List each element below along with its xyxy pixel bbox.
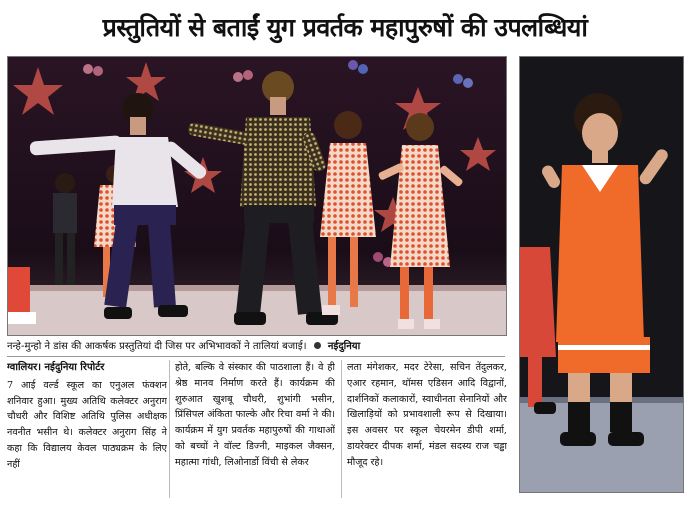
article-text-1: 7 आई वर्ल्ड स्कूल का एनुअल फंक्शन शनिवार हुआ। मुख्य अतिथि कलेक्टर अनुराग चौधरी और विशिष्ट अतिथि पुलिस अधीक्षक नवनीत भसीन थे। कलेक्टर अनुराग सिंह ने कहा कि विद्यालय केवल पाठ्यक्रम के लिए नहीं bbox=[7, 379, 167, 470]
article-text-3: लता मंगेशकर, मदर टेरेसा, सचिन तेंदुलकर, एआर रहमान, थॉमस एडिसन आदि विद्वानों, दार्शनिकों कलाकारों, स्वाधीनता सेनानियों और खिलाड़ियों को प्रभावशाली रूप से दिखाया। इस अवसर पर स्कूल चेयरमेन डीपी शर्मा, डायरेक्टर दीपक शर्मा, मंडल सदस्य राज चड्ढा मौजूद रहे। bbox=[347, 362, 507, 468]
caption-text: नन्हे-मुन्हो ने डांस की आकर्षक प्रस्तुतियां दी जिस पर अभिभावकों ने तालियां बजाई। bbox=[7, 341, 307, 352]
dateline: ग्वालियर। नईदुनिया रिपोर्टर bbox=[7, 362, 105, 373]
headline: प्रस्तुतियों से बताईं युग प्रवर्तक महापुरुषों की उपलब्धियां bbox=[102, 13, 588, 42]
column-divider bbox=[341, 360, 342, 498]
article-text-2: होते, बल्कि वे संस्कार की पाठशाला हैं। वे ही श्रेष्ठ मानव निर्माण करते हैं। कार्यक्रम की शुरुआत खुशबू चौधरी, शुभांगी भसीन, प्रिंसिपल अंकिता फाल्के और रिचा वर्मा ने की। कार्यक्रम में युग प्रवर्तक महापुरुषों की गाथाओं को बच्चों ने वॉल्ट डिज्नी, माइकल जैक्सन, महात्मा गांधी, लिओनार्डो विंची से लेकर bbox=[175, 362, 335, 468]
photo-caption bbox=[7, 338, 505, 357]
article-column-2 bbox=[175, 360, 335, 500]
article-column-1 bbox=[7, 360, 167, 500]
main-dance-photo bbox=[7, 56, 507, 336]
article-column-3 bbox=[347, 360, 507, 500]
side-boy-jersey-photo bbox=[519, 56, 684, 493]
bullet-icon bbox=[314, 342, 321, 349]
caption-credit: नईदुनिया bbox=[327, 341, 361, 352]
column-divider bbox=[169, 360, 170, 498]
